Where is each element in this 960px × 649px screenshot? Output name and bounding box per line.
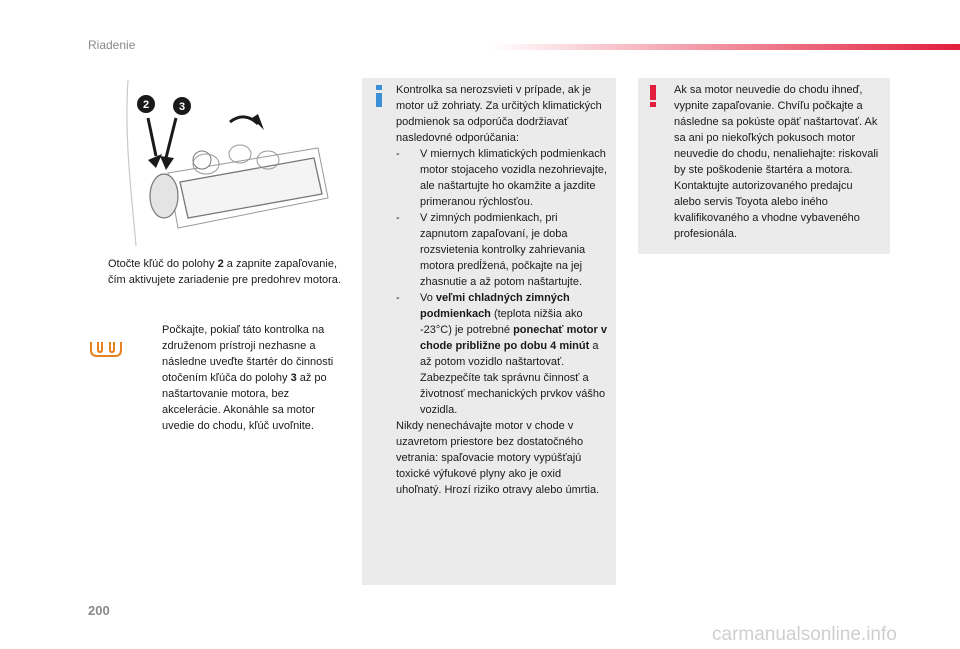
exclamation-icon xyxy=(648,84,658,108)
warning-note-panel xyxy=(638,78,890,254)
page-number: 200 xyxy=(88,603,110,618)
info-list-item-2: - V zimných podmienkach, pri zapnutom zapaľovaní, je doba rozsvietenia kontrolky zahrievania motora predĺžená, počkajte na jej zhasnutie a až potom naštartujte. xyxy=(396,212,586,288)
watermark: carmanualsonline.info xyxy=(712,624,897,645)
info-icon xyxy=(372,84,386,108)
ignition-key-illustration xyxy=(118,78,348,248)
info-closing: Nikdy nenechávajte motor v chode v uzavretom priestore bez dostatočného vetrania: spaľovacie motory vypúšťajú toxické výfukové plyny ako je oxid uhoľnatý. Hrozí riziko otravy alebo úmrtia. xyxy=(396,420,600,496)
glow-plug-warning-icon xyxy=(88,340,124,358)
callout-3-label: 3 xyxy=(178,101,186,113)
instruction-step-1: Otočte kľúč do polohy 2 a zapnite zapaľovanie, čím aktivujete zariadenie pre predohrev motora. xyxy=(108,258,341,286)
warning-note-text: Ak sa motor neuvedie do chodu ihneď, vypnite zapaľovanie. Chvíľu počkajte a následne sa pokúste opäť naštartovať. Ak sa ani po niekoľkých pokusoch motor neuvedie do chodu, nenaliehajte: riskovali by ste poškodenie štartéra a motora. Kontaktujte autorizovaného predajcu alebo servis Toyota alebo iného kvalifikovaného a vhodne vybaveného profesionála. xyxy=(674,84,879,240)
info-list-item-3: - Vo veľmi chladných zimných podmienkach (teplota nižšia ako -23°C) je potrebné ponechať motor v chode približne po dobu 4 minút a až potom vozidlo naštartovať. Zabezpečíte tak správnu činnosť a životnosť mechanických prvkov vášho vozidla. xyxy=(396,292,607,416)
info-list-item-1: - V miernych klimatických podmienkach motor stojaceho vozidla nezohrievajte, ale naštartujte ho okamžite a jazdite primeranou rýchlosťou. xyxy=(396,148,608,208)
info-intro: Kontrolka sa nerozsvieti v prípade, ak je motor už zohriaty. Za určitých klimatických podmienok sa odporúča dodržiavať nasledovné odporúčania: xyxy=(396,84,602,144)
instruction-step-2: Počkajte, pokiaľ táto kontrolka na združenom prístroji nezhasne a následne uveďte štartér do činnosti otočením kľúča do polohy 3 až po naštartovanie motora, bez akcelerácie. Akonáhle sa motor uvedie do chodu, kľúč uvoľnite. xyxy=(162,324,334,432)
section-title: Riadenie xyxy=(88,38,136,52)
info-note-text xyxy=(396,82,608,498)
info-note-panel xyxy=(362,78,616,585)
header-accent-bar xyxy=(490,44,960,50)
callout-2-label: 2 xyxy=(142,99,150,111)
